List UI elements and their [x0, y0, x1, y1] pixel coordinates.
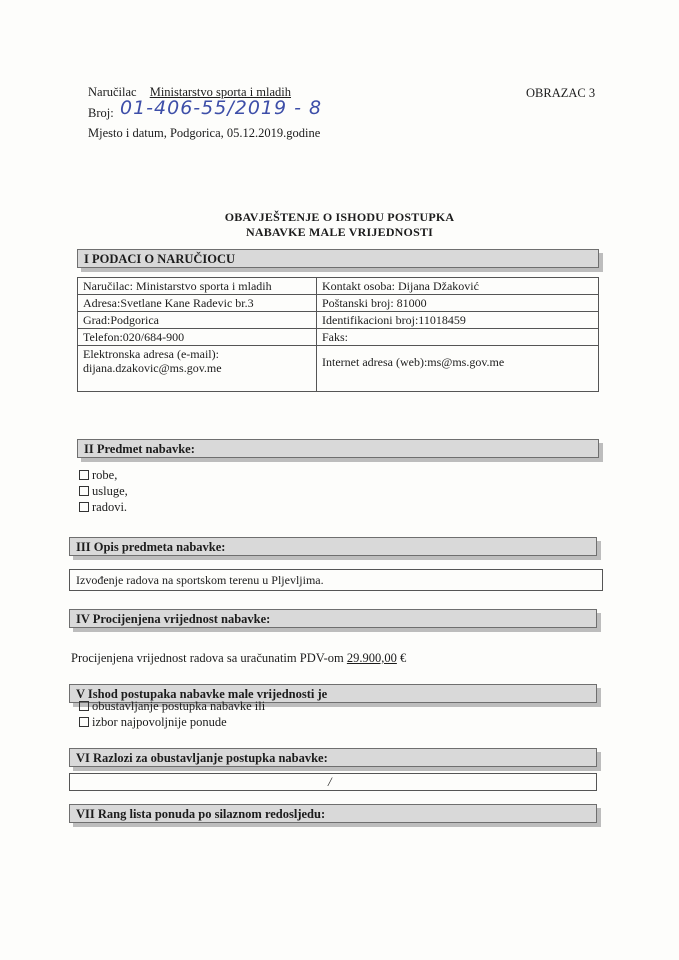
- section-6-heading: VI Razlozi za obustavljanje postupka nabavke:: [69, 748, 597, 767]
- narucilac-table: [77, 277, 599, 392]
- section-2-heading: II Predmet nabavke:: [77, 439, 599, 458]
- mjesto-datum: Mjesto i datum, Podgorica, 05.12.2019.godine: [88, 126, 321, 140]
- vrijednost-currency: €: [400, 651, 407, 665]
- option-usluge[interactable]: [79, 483, 128, 499]
- table-cell: Adresa:Svetlane Kane Radevic br.3: [78, 295, 317, 312]
- option-label: robe,: [92, 468, 118, 482]
- table-cell: Kontakt osoba: Dijana Džaković: [317, 278, 599, 295]
- narucilac-label: Naručilac: [88, 85, 137, 99]
- web-cell: [317, 346, 599, 392]
- checkbox-icon: [79, 470, 89, 480]
- razlozi-value: /: [328, 774, 332, 789]
- section-7-heading: VII Rang lista ponuda po silaznom redosljedu:: [69, 804, 597, 823]
- section-4-heading: IV Procijenjena vrijednost nabavke:: [69, 609, 597, 628]
- option-izbor[interactable]: [79, 714, 227, 730]
- broj-handwritten: 01-406-55/2019 - 8: [120, 97, 323, 119]
- obrazac-label: OBRAZAC 3: [526, 86, 596, 100]
- section-5-heading: V Ishod postupaka nabavke male vrijednosti je: [69, 684, 597, 703]
- table-row: [78, 312, 599, 329]
- table-cell: Identifikacioni broj:11018459: [317, 312, 599, 329]
- option-label: radovi.: [92, 500, 128, 514]
- option-label: usluge,: [92, 484, 128, 498]
- email-label: Elektronska adresa (e-mail):: [83, 347, 219, 361]
- email-cell: [78, 346, 317, 392]
- option-obustavljanje[interactable]: [79, 698, 265, 714]
- section-3-heading: III Opis predmeta nabavke:: [69, 537, 597, 556]
- vrijednost-prefix: Procijenjena vrijednost radova sa uračunatim PDV-om: [71, 651, 344, 665]
- checkbox-icon: [79, 486, 89, 496]
- table-row: [78, 278, 599, 295]
- document-title-line1: OBAVJEŠTENJE O ISHODU POSTUPKA: [224, 210, 455, 224]
- document-title-line2: NABAVKE MALE VRIJEDNOSTI: [245, 225, 434, 239]
- table-cell: Naručilac: Ministarstvo sporta i mladih: [78, 278, 317, 295]
- opis-predmeta: Izvođenje radova na sportskom terenu u Pljevljima.: [69, 569, 603, 591]
- option-label: obustavljanje postupka nabavke ili: [92, 699, 266, 713]
- table-row: [78, 295, 599, 312]
- vrijednost-amount: 29.900,00: [346, 651, 397, 665]
- table-cell: Grad:Podgorica: [78, 312, 317, 329]
- option-radovi[interactable]: [79, 499, 127, 515]
- table-cell: Poštanski broj: 81000: [317, 295, 599, 312]
- checkbox-icon: [79, 717, 89, 727]
- email-value: dijana.dzakovic@ms.gov.me: [83, 361, 222, 375]
- option-label: izbor najpovoljnije ponude: [92, 715, 227, 729]
- table-cell: Faks:: [317, 329, 599, 346]
- table-row: [78, 329, 599, 346]
- checkbox-icon: [79, 502, 89, 512]
- web-value: Internet adresa (web):ms@ms.gov.me: [322, 355, 505, 369]
- razlozi-box: [69, 773, 597, 791]
- procijenjena-vrijednost: [71, 651, 406, 666]
- section-1-heading: I PODACI O NARUČIOCU: [77, 249, 599, 268]
- table-row: [78, 346, 599, 392]
- table-cell: Telefon:020/684-900: [78, 329, 317, 346]
- narucilac-value: Ministarstvo sporta i mladih: [149, 85, 292, 99]
- option-robe[interactable]: [79, 467, 117, 483]
- checkbox-icon: [79, 701, 89, 711]
- broj-label: Broj:: [88, 106, 114, 120]
